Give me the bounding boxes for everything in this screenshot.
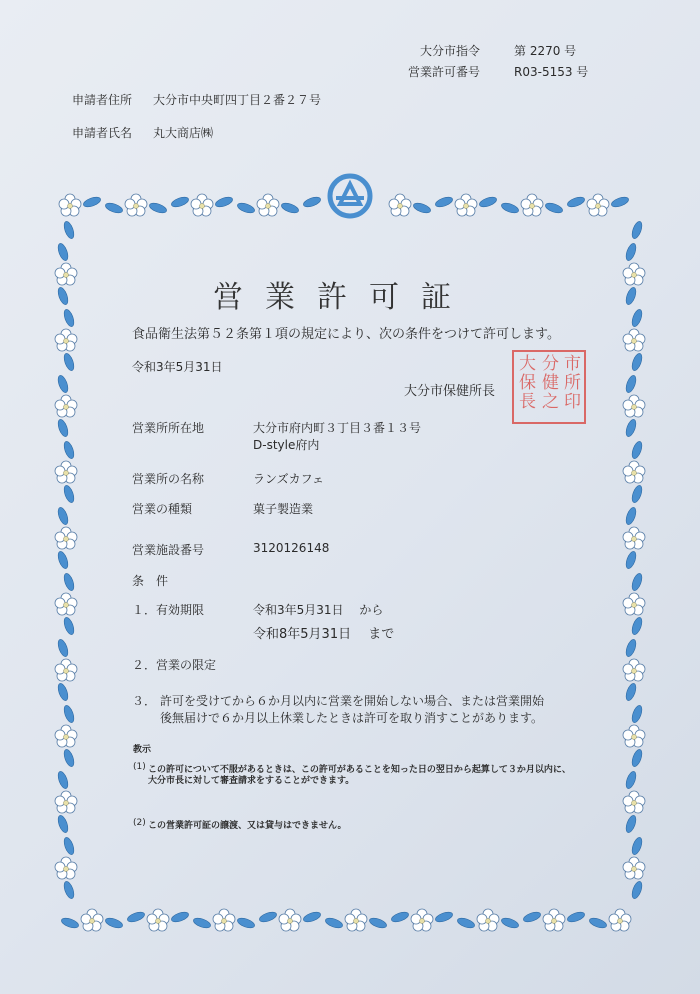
facility-number-label: 営業施設番号 [132, 543, 205, 557]
condition3-line2: 後無届けで６か月以上休業したときは許可を取り消すことがあります。 [160, 711, 544, 725]
leaf-icon [62, 220, 76, 240]
leaf-icon [624, 374, 638, 394]
leaf-icon [280, 201, 300, 215]
business-type: 菓子製造業 [253, 502, 314, 516]
leaf-icon [62, 440, 76, 460]
leaf-icon [630, 748, 644, 768]
leaf-icon [522, 910, 542, 924]
leaf-icon [104, 201, 124, 215]
leaf-icon [434, 910, 454, 924]
notice2-mark: (2) [133, 818, 146, 828]
flower-icon [345, 909, 367, 931]
leaf-icon [192, 916, 212, 930]
leaf-icon [56, 550, 70, 570]
leaf-icon [624, 682, 638, 702]
leaf-icon [302, 910, 322, 924]
leaf-icon [630, 484, 644, 504]
condition3-line1: 許可を受けてから６か月以内に営業を開始しない場合、または営業開始 [160, 694, 545, 708]
leaf-icon [630, 836, 644, 856]
notice1-line1: この許可について不服があるときは、この許可があることを知った日の翌日から起算して３か月以内に、 [148, 765, 571, 775]
flower-icon [81, 909, 103, 931]
condition1-to: 令和8年5月31日 まで [253, 627, 395, 642]
designation-number: 第 2270 号 [514, 44, 577, 58]
leaf-icon [624, 770, 638, 790]
leaf-icon [630, 616, 644, 636]
leaf-icon [56, 682, 70, 702]
permit-number-label: 営業許可番号 [408, 65, 481, 79]
flower-icon [623, 263, 645, 285]
leaf-icon [630, 308, 644, 328]
notice2-line1: この営業許可証の譲渡、又は貸与はできません。 [148, 821, 347, 831]
leaf-icon [258, 910, 278, 924]
flower-icon [55, 461, 77, 483]
shop-name-label: 営業所の名称 [132, 472, 205, 486]
flower-icon [191, 194, 213, 216]
leaf-icon [302, 195, 322, 209]
leaf-icon [62, 572, 76, 592]
leaf-icon [62, 880, 76, 900]
leaf-icon [630, 704, 644, 724]
leaf-icon [624, 550, 638, 570]
flower-icon [55, 659, 77, 681]
flower-icon [411, 909, 433, 931]
shop-name: ランズカフェ [253, 472, 325, 486]
leaf-icon [624, 286, 638, 306]
leaf-icon [56, 286, 70, 306]
leaf-icon [368, 916, 388, 930]
official-seal-stamp: 市 所 印 分 健 之 大 保 長 [512, 350, 586, 424]
flower-icon [623, 395, 645, 417]
leaf-icon [500, 201, 520, 215]
leaf-icon [236, 916, 256, 930]
applicant-name: 丸大商店㈱ [153, 126, 214, 140]
notice1-mark: (1) [133, 762, 146, 772]
leaf-icon [60, 916, 80, 930]
leaf-icon [478, 195, 498, 209]
leaf-icon [62, 308, 76, 328]
flower-icon [623, 791, 645, 813]
flower-icon [125, 194, 147, 216]
location-label: 営業所所在地 [132, 421, 205, 435]
leaf-icon [630, 440, 644, 460]
leaf-icon [434, 195, 454, 209]
notice1-line2: 大分市長に対して審査請求をすることができます。 [148, 776, 355, 786]
condition1-label: １．有効期限 [132, 603, 205, 617]
leaf-icon [390, 910, 410, 924]
leaf-icon [62, 484, 76, 504]
leaf-icon [170, 195, 190, 209]
notice-heading: 教示 [133, 745, 152, 755]
leaf-icon [214, 195, 234, 209]
leaf-icon [104, 916, 124, 930]
flower-icon [623, 527, 645, 549]
leaf-icon [56, 770, 70, 790]
leaf-icon [500, 916, 520, 930]
business-type-label: 営業の種類 [132, 502, 193, 516]
leaf-icon [630, 220, 644, 240]
leaf-icon [56, 814, 70, 834]
intro-text: 食品衛生法第５２条第１項の規定により、次の条件をつけて許可します。 [132, 327, 560, 342]
flower-icon [147, 909, 169, 931]
leaf-icon [588, 916, 608, 930]
leaf-icon [624, 242, 638, 262]
leaf-icon [630, 572, 644, 592]
leaf-icon [148, 201, 168, 215]
leaf-icon [544, 201, 564, 215]
leaf-icon [56, 374, 70, 394]
leaf-icon [62, 836, 76, 856]
city-emblem-icon [330, 176, 370, 216]
flower-icon [55, 725, 77, 747]
flower-icon [389, 194, 411, 216]
leaf-icon [236, 201, 256, 215]
applicant-name-label: 申請者氏名 [72, 126, 133, 140]
flower-icon [213, 909, 235, 931]
leaf-icon [56, 242, 70, 262]
flower-icon [55, 395, 77, 417]
condition1-from: 令和3年5月31日 から [253, 603, 384, 617]
leaf-icon [56, 418, 70, 438]
flower-icon [623, 659, 645, 681]
flower-icon [455, 194, 477, 216]
conditions-heading: 条 件 [132, 574, 169, 588]
flower-icon [55, 329, 77, 351]
leaf-icon [170, 910, 190, 924]
flower-icon [55, 593, 77, 615]
flower-icon [543, 909, 565, 931]
flower-icon [623, 461, 645, 483]
flower-icon [587, 194, 609, 216]
flower-icon [623, 725, 645, 747]
flower-icon [623, 857, 645, 879]
flower-icon [521, 194, 543, 216]
condition2: ２．営業の限定 [132, 658, 217, 672]
location-line2: D-style府内 [253, 438, 320, 452]
applicant-address: 大分市中央町四丁目２番２７号 [153, 93, 322, 107]
leaf-icon [624, 418, 638, 438]
leaf-icon [630, 352, 644, 372]
issuer-name: 大分市保健所長 [404, 384, 496, 399]
leaf-icon [56, 506, 70, 526]
issue-date: 令和3年5月31日 [132, 360, 223, 374]
permit-number: R03-5153 号 [514, 65, 589, 79]
flower-icon [257, 194, 279, 216]
leaf-icon [62, 704, 76, 724]
flower-icon [59, 194, 81, 216]
leaf-icon [624, 506, 638, 526]
location-line1: 大分市府内町３丁目３番１３号 [253, 421, 422, 435]
applicant-address-label: 申請者住所 [72, 93, 133, 107]
leaf-icon [62, 748, 76, 768]
flower-icon [477, 909, 499, 931]
leaf-icon [456, 916, 476, 930]
leaf-icon [62, 616, 76, 636]
leaf-icon [82, 195, 102, 209]
flower-icon [623, 329, 645, 351]
condition3-number: ３． [132, 694, 157, 708]
leaf-icon [566, 910, 586, 924]
facility-number: 3120126148 [253, 541, 330, 555]
leaf-icon [624, 814, 638, 834]
leaf-icon [62, 352, 76, 372]
leaf-icon [566, 195, 586, 209]
flower-icon [55, 263, 77, 285]
leaf-icon [412, 201, 432, 215]
leaf-icon [610, 195, 630, 209]
flower-icon [55, 791, 77, 813]
leaf-icon [630, 880, 644, 900]
flower-icon [55, 857, 77, 879]
document-title: 営業許可証 [213, 280, 473, 315]
leaf-icon [56, 638, 70, 658]
flower-icon [55, 527, 77, 549]
leaf-icon [126, 910, 146, 924]
designation-label: 大分市指令 [420, 44, 481, 58]
flower-icon [609, 909, 631, 931]
leaf-icon [624, 638, 638, 658]
flower-icon [279, 909, 301, 931]
leaf-icon [324, 916, 344, 930]
flower-icon [623, 593, 645, 615]
